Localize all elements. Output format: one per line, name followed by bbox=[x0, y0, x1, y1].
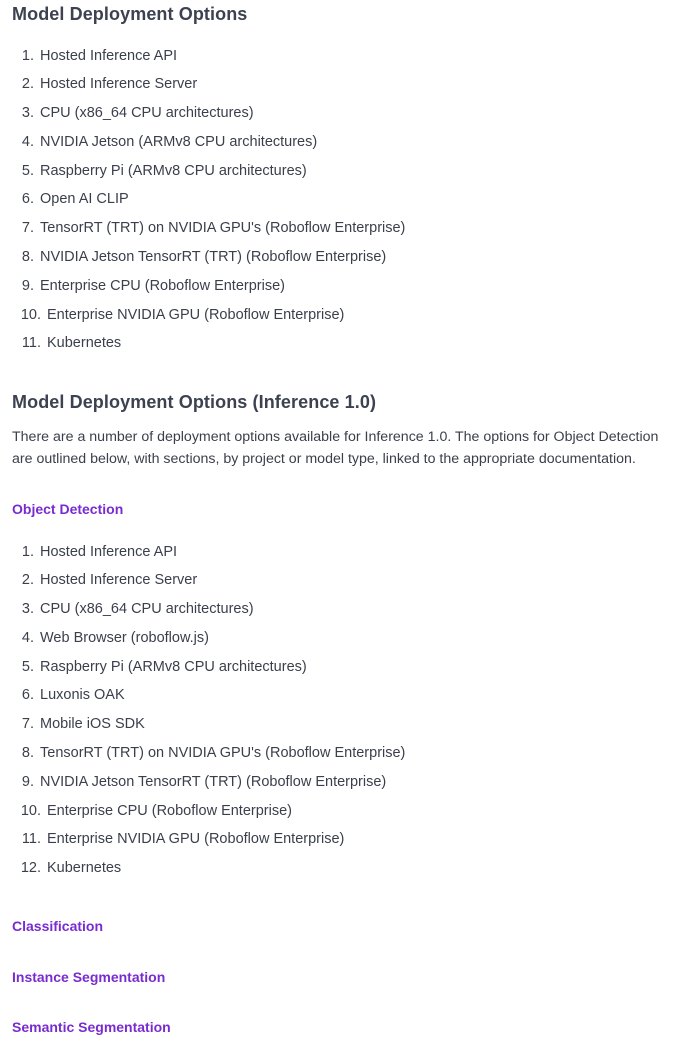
list-item-number: 4. bbox=[21, 133, 34, 150]
list-item-number: 4. bbox=[21, 629, 34, 646]
list-item bbox=[0, 768, 405, 797]
list-item-number: 8. bbox=[21, 745, 34, 762]
list-item-number: 6. bbox=[21, 191, 34, 208]
list-item bbox=[0, 128, 405, 157]
list-item bbox=[0, 329, 405, 358]
list-item-label: TensorRT (TRT) on NVIDIA GPU's (Roboflow Enterprise) bbox=[40, 220, 406, 237]
list-item-label: TensorRT (TRT) on NVIDIA GPU's (Roboflow Enterprise) bbox=[40, 745, 406, 762]
list-item-label: Hosted Inference Server bbox=[40, 572, 198, 589]
list-item-label: CPU (x86_64 CPU architectures) bbox=[40, 105, 254, 122]
list-item bbox=[0, 681, 405, 710]
list-item-number: 9. bbox=[21, 277, 34, 294]
list-item-number: 8. bbox=[21, 249, 34, 266]
list-item-number: 3. bbox=[21, 105, 34, 122]
list-item bbox=[0, 243, 405, 272]
list-item-label: CPU (x86_64 CPU architectures) bbox=[40, 601, 254, 618]
list-item-number: 1. bbox=[21, 543, 34, 560]
list-item-number: 12. bbox=[20, 860, 41, 877]
list-item-label: Enterprise NVIDIA GPU (Roboflow Enterprise) bbox=[47, 831, 345, 848]
list-item-label: Web Browser (roboflow.js) bbox=[40, 629, 209, 646]
section-title-deployment-options: Model Deployment Options bbox=[12, 4, 248, 24]
list-item-number: 10. bbox=[20, 802, 41, 819]
list-item-number: 7. bbox=[21, 220, 34, 237]
list-item bbox=[0, 214, 405, 243]
list-item-number: 11. bbox=[21, 831, 41, 848]
semantic-segmentation-link[interactable]: Semantic Segmentation bbox=[12, 1019, 171, 1035]
list-item bbox=[0, 566, 405, 595]
list-item bbox=[0, 42, 405, 71]
object-detection-options-list bbox=[0, 538, 405, 884]
list-item-label: NVIDIA Jetson (ARMv8 CPU architectures) bbox=[40, 133, 318, 150]
list-item bbox=[0, 157, 405, 186]
list-item bbox=[0, 797, 405, 826]
list-item-label: Mobile iOS SDK bbox=[40, 716, 145, 733]
list-item-number: 2. bbox=[21, 76, 34, 93]
list-item-label: Hosted Inference API bbox=[40, 47, 178, 64]
list-item bbox=[0, 739, 405, 768]
list-item bbox=[0, 710, 405, 739]
list-item-label: Hosted Inference Server bbox=[40, 76, 198, 93]
list-item bbox=[0, 70, 405, 99]
object-detection-link[interactable]: Object Detection bbox=[12, 501, 124, 517]
list-item-label: Raspberry Pi (ARMv8 CPU architectures) bbox=[40, 658, 307, 675]
list-item bbox=[0, 538, 405, 567]
list-item-number: 10. bbox=[20, 306, 41, 323]
list-item-number: 9. bbox=[21, 773, 34, 790]
list-item bbox=[0, 854, 405, 883]
list-item-label: NVIDIA Jetson TensorRT (TRT) (Roboflow Enterprise) bbox=[40, 773, 387, 790]
list-item-label: Enterprise CPU (Roboflow Enterprise) bbox=[40, 277, 285, 294]
classification-link[interactable]: Classification bbox=[12, 918, 104, 934]
list-item-label: Raspberry Pi (ARMv8 CPU architectures) bbox=[40, 162, 307, 179]
list-item-label: Enterprise NVIDIA GPU (Roboflow Enterprise) bbox=[47, 306, 345, 323]
list-item-number: 1. bbox=[21, 47, 34, 64]
list-item-label: Kubernetes bbox=[47, 860, 122, 877]
list-item-number: 3. bbox=[21, 601, 34, 618]
list-item-label: Enterprise CPU (Roboflow Enterprise) bbox=[47, 802, 292, 819]
list-item-label: Hosted Inference API bbox=[40, 543, 178, 560]
list-item bbox=[0, 185, 405, 214]
intro-paragraph: There are a number of deployment options available for Inference 1.0. The options for Object Detection are outlined below, with sections, by project or model type, linked to the appropriate documentation. bbox=[12, 429, 659, 467]
list-item bbox=[0, 595, 405, 624]
list-item bbox=[0, 624, 405, 653]
instance-segmentation-link[interactable]: Instance Segmentation bbox=[12, 969, 166, 985]
list-item bbox=[0, 301, 405, 330]
deployment-options-list bbox=[0, 42, 405, 359]
section-title-inference-1-0: Model Deployment Options (Inference 1.0) bbox=[12, 392, 377, 412]
list-item-number: 11. bbox=[21, 335, 41, 352]
list-item-label: Luxonis OAK bbox=[40, 687, 125, 704]
list-item-number: 5. bbox=[21, 162, 34, 179]
list-item-number: 6. bbox=[21, 687, 34, 704]
list-item-label: NVIDIA Jetson TensorRT (TRT) (Roboflow Enterprise) bbox=[40, 249, 387, 266]
list-item bbox=[0, 272, 405, 301]
list-item bbox=[0, 99, 405, 128]
list-item-number: 7. bbox=[21, 716, 34, 733]
list-item-label: Kubernetes bbox=[47, 335, 122, 352]
list-item-label: Open AI CLIP bbox=[40, 191, 129, 208]
list-item-number: 2. bbox=[21, 572, 34, 589]
list-item bbox=[0, 653, 405, 682]
list-item-number: 5. bbox=[21, 658, 34, 675]
list-item bbox=[0, 825, 405, 854]
